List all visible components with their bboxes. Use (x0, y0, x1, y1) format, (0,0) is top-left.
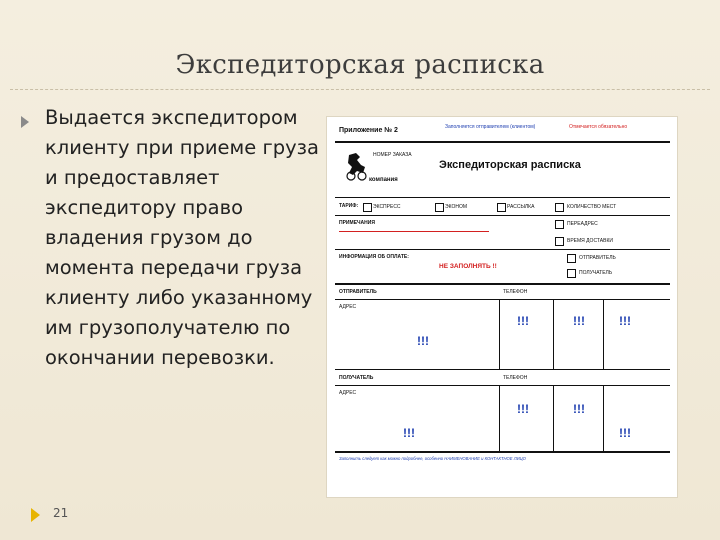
sender-label: ОТПРАВИТЕЛЬ (339, 289, 377, 295)
payer-option: ОТПРАВИТЕЛЬ (579, 255, 616, 261)
tariff-option: КОЛИЧЕСТВО МЕСТ (567, 204, 617, 210)
receiver-mark: !!! (573, 402, 585, 416)
payer-checkbox (567, 269, 576, 278)
tariff-checkbox (363, 203, 372, 212)
receipt-title: Экспедиторская расписка (439, 159, 581, 171)
payer-option: ПОЛУЧАТЕЛЬ (579, 270, 613, 276)
receiver-address-label: АДРЕС (339, 390, 357, 396)
footer-note: Заполнить следует как можно подробнее, особенно НАИМЕНОВАНИЕ и КОНТАКТНОЕ ЛИЦО (339, 456, 526, 461)
no-fill-note: НЕ ЗАПОЛНЯТЬ !! (439, 263, 497, 270)
order-number-label: НОМЕР ЗАКАЗА (373, 152, 412, 158)
tariff-option: ЭКОНОМ (445, 204, 468, 210)
tariff-option: ЭКСПРЕСС (373, 204, 401, 210)
bullet-arrow-icon (21, 116, 29, 128)
tariff-label: ТАРИФ: (339, 203, 359, 209)
page-number-arrow-icon (31, 508, 40, 522)
page-number: 21 (53, 506, 69, 520)
option-label: ВРЕМЯ ДОСТАВКИ (567, 238, 613, 244)
tariff-checkbox (555, 203, 564, 212)
sender-phone-label: ТЕЛЕФОН (503, 289, 528, 295)
slide-title: Экспедиторская расписка (175, 50, 545, 80)
appendix-label: Приложение № 2 (339, 127, 398, 134)
option-label: ПЕРЕАДРЕС (567, 221, 598, 227)
payment-label: ИНФОРМАЦИЯ ОБ ОПЛАТЕ: (339, 254, 409, 260)
payer-checkbox (567, 254, 576, 263)
option-checkbox (555, 220, 564, 229)
receiver-label: ПОЛУЧАТЕЛЬ (339, 375, 374, 381)
receiver-mark: !!! (517, 402, 529, 416)
receipt-image (327, 117, 677, 497)
receiver-phone-label: ТЕЛЕФОН (503, 375, 528, 381)
horse-logo-icon (343, 151, 369, 181)
sender-mark: !!! (517, 314, 529, 328)
tariff-option: РАССЫЛКА (507, 204, 535, 210)
logo-text: компания (369, 177, 398, 183)
sender-mark: !!! (417, 334, 429, 348)
bullet-text: Выдается экспедитором клиенту при приеме груза и предоставляет экспедитору право владения грузом до момента передачи груза клиенту либо указанному им грузополучателю по окончании перевозки. (45, 106, 319, 369)
sender-mark: !!! (573, 314, 585, 328)
tariff-checkbox (435, 203, 444, 212)
header-rule (335, 141, 670, 143)
option-checkbox (555, 237, 564, 246)
note-top-blue: Заполняется отправителем (клиентом) (445, 124, 536, 130)
receipt-form (327, 117, 677, 497)
receiver-mark: !!! (619, 426, 631, 440)
notes-label: ПРИМЕЧАНИЯ (339, 220, 375, 226)
receiver-mark: !!! (403, 426, 415, 440)
sender-mark: !!! (619, 314, 631, 328)
sender-address-label: АДРЕС (339, 304, 357, 310)
tariff-checkbox (497, 203, 506, 212)
note-top-red: Отмечается обязательно (569, 124, 628, 130)
title-divider (10, 89, 710, 90)
